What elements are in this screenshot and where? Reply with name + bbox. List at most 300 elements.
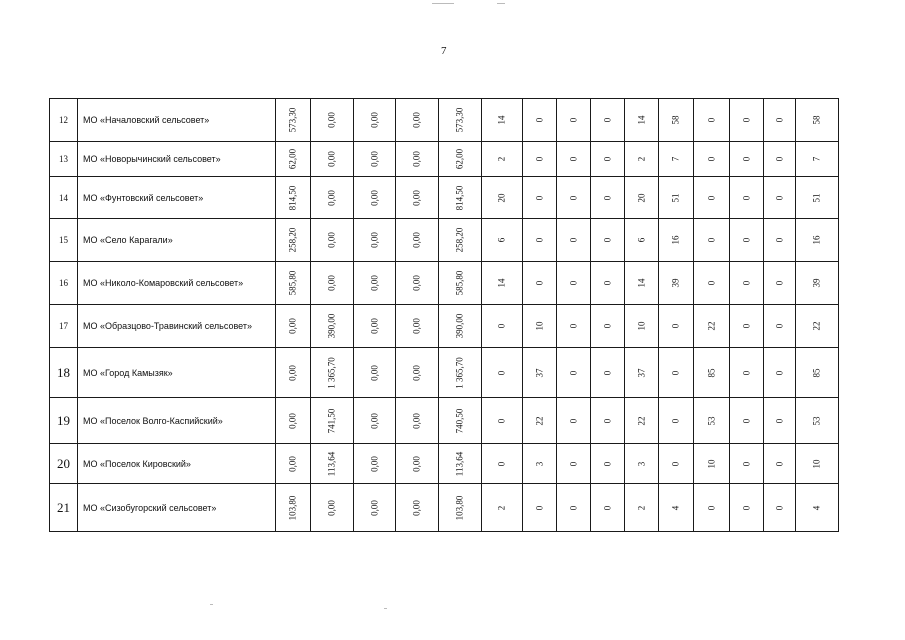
value-cell	[694, 262, 730, 305]
value-cell	[354, 177, 396, 219]
value-text: 0	[568, 237, 578, 243]
value-cell	[796, 99, 839, 142]
value-text: 39	[670, 278, 681, 288]
municipality-name: МО «Образцово-Травинский сельсовет»	[78, 305, 276, 348]
value-text: 0	[534, 505, 544, 510]
value-cell	[694, 444, 730, 484]
value-text: 0,00	[369, 499, 379, 516]
value-cell	[396, 348, 439, 398]
value-text: 0	[568, 461, 578, 466]
municipality-name: МО «Новорычинский сельсовет»	[78, 142, 276, 177]
row-number: 15	[50, 219, 78, 262]
value-cell	[523, 444, 557, 484]
value-text: 0	[706, 195, 716, 200]
value-cell	[764, 142, 796, 177]
value-cell	[764, 484, 796, 532]
row-number: 19	[50, 398, 78, 444]
municipality-name: МО «Началовский сельсовет»	[78, 99, 276, 142]
value-cell	[354, 444, 396, 484]
value-cell	[625, 177, 659, 219]
value-cell	[764, 348, 796, 398]
value-cell	[796, 348, 839, 398]
value-cell	[764, 398, 796, 444]
value-text: 0	[774, 195, 784, 200]
value-text: 0	[706, 117, 716, 123]
table-row	[50, 444, 839, 484]
value-cell	[523, 348, 557, 398]
value-text: 0	[741, 280, 751, 286]
value-cell	[764, 262, 796, 305]
value-cell	[796, 262, 839, 305]
value-cell	[625, 262, 659, 305]
value-text: 0	[741, 195, 751, 200]
row-number: 21	[50, 484, 78, 532]
value-text: 0	[568, 280, 578, 286]
value-text: 0,00	[326, 275, 337, 291]
value-text: 1 365,70	[326, 356, 337, 389]
value-cell	[591, 444, 625, 484]
value-cell	[439, 348, 482, 398]
value-cell	[557, 398, 591, 444]
value-cell	[311, 305, 354, 348]
value-text: 0	[602, 323, 612, 329]
value-text: 58	[811, 115, 822, 125]
value-cell	[591, 262, 625, 305]
value-cell	[730, 142, 764, 177]
value-text: 0	[774, 461, 784, 466]
value-text: 0	[496, 461, 507, 466]
value-text: 2	[496, 505, 507, 510]
value-text: 10	[811, 459, 822, 468]
value-text: 0,00	[326, 112, 337, 128]
value-cell	[482, 262, 523, 305]
value-text: 0	[602, 117, 612, 123]
value-cell	[523, 177, 557, 219]
value-cell	[796, 398, 839, 444]
value-text: 0,00	[369, 318, 379, 334]
table-row	[50, 305, 839, 348]
value-cell	[659, 398, 694, 444]
value-cell	[311, 219, 354, 262]
value-text: 1 365,70	[454, 356, 465, 389]
value-cell	[439, 484, 482, 532]
value-cell	[482, 484, 523, 532]
value-cell	[354, 99, 396, 142]
value-text: 390,00	[454, 313, 465, 339]
value-text: 0,00	[369, 112, 379, 128]
value-text: 20	[496, 193, 507, 202]
value-text: 814,50	[287, 185, 298, 210]
value-text: 6	[496, 237, 507, 243]
value-cell	[694, 484, 730, 532]
value-cell	[276, 262, 311, 305]
value-text: 258,20	[287, 227, 298, 253]
value-text: 573,30	[287, 107, 298, 133]
value-cell	[557, 484, 591, 532]
value-cell	[523, 99, 557, 142]
value-cell	[796, 444, 839, 484]
value-text: 7	[811, 156, 822, 162]
value-cell	[625, 305, 659, 348]
value-text: 3	[636, 461, 646, 466]
value-text: 51	[670, 193, 681, 202]
value-cell	[439, 177, 482, 219]
value-cell	[439, 262, 482, 305]
value-text: 0	[741, 237, 751, 243]
value-text: 14	[496, 115, 507, 125]
value-cell	[276, 444, 311, 484]
value-text: 0,00	[287, 455, 298, 472]
value-text: 0,00	[369, 189, 379, 206]
value-cell	[557, 348, 591, 398]
table-row	[50, 142, 839, 177]
value-text: 0	[534, 237, 544, 243]
value-text: 0	[534, 195, 544, 200]
value-text: 0,00	[326, 151, 337, 167]
value-cell	[764, 219, 796, 262]
value-cell	[557, 444, 591, 484]
value-cell	[591, 99, 625, 142]
value-text: 0,00	[326, 189, 337, 206]
value-text: 0,00	[369, 412, 379, 429]
value-cell	[591, 177, 625, 219]
value-cell	[557, 305, 591, 348]
value-text: 0	[706, 505, 716, 510]
value-cell	[625, 398, 659, 444]
row-number: 18	[50, 348, 78, 398]
value-text: 22	[636, 416, 646, 425]
value-text: 0	[774, 237, 784, 243]
value-text: 0,00	[411, 189, 422, 206]
value-text: 2	[496, 156, 507, 162]
value-text: 113,64	[454, 451, 465, 476]
value-text: 0	[602, 280, 612, 286]
value-text: 0,00	[287, 364, 298, 381]
value-text: 585,80	[454, 270, 465, 296]
value-cell	[482, 398, 523, 444]
value-text: 0	[568, 370, 578, 375]
value-cell	[396, 305, 439, 348]
municipality-name: МО «Сизобугорский сельсовет»	[78, 484, 276, 532]
value-cell	[730, 262, 764, 305]
value-text: 0,00	[326, 232, 337, 248]
value-cell	[659, 177, 694, 219]
value-cell	[311, 177, 354, 219]
value-cell	[276, 177, 311, 219]
value-cell	[625, 444, 659, 484]
value-text: 14	[636, 115, 646, 125]
value-cell	[311, 142, 354, 177]
value-cell	[694, 99, 730, 142]
value-text: 0,00	[411, 412, 422, 429]
value-cell	[354, 262, 396, 305]
value-cell	[591, 484, 625, 532]
value-cell	[482, 177, 523, 219]
value-text: 85	[811, 368, 822, 377]
value-cell	[276, 219, 311, 262]
value-text: 0	[602, 237, 612, 243]
page-number: 7	[441, 45, 447, 57]
value-text: 0	[774, 156, 784, 162]
value-text: 585,80	[287, 270, 298, 296]
value-text: 20	[636, 193, 646, 202]
value-cell	[557, 219, 591, 262]
table-row	[50, 484, 839, 532]
value-cell	[659, 444, 694, 484]
row-number: 16	[50, 262, 78, 305]
value-text: 103,80	[454, 495, 465, 520]
value-text: 0	[568, 195, 578, 200]
value-text: 62,00	[287, 148, 298, 170]
value-text: 0	[706, 280, 716, 286]
value-cell	[523, 262, 557, 305]
value-cell	[557, 99, 591, 142]
value-text: 814,50	[454, 185, 465, 210]
value-text: 0	[774, 323, 784, 329]
value-cell	[591, 398, 625, 444]
value-text: 0	[741, 370, 751, 375]
value-cell	[764, 444, 796, 484]
row-number: 12	[50, 99, 78, 142]
value-text: 390,00	[326, 313, 337, 339]
value-text: 10	[706, 459, 716, 468]
value-text: 0	[670, 461, 681, 466]
value-text: 0	[774, 505, 784, 510]
value-cell	[396, 177, 439, 219]
value-text: 0	[706, 156, 716, 162]
value-cell	[625, 348, 659, 398]
value-cell	[730, 444, 764, 484]
value-cell	[354, 305, 396, 348]
value-cell	[796, 142, 839, 177]
value-text: 53	[811, 416, 822, 425]
value-text: 14	[496, 278, 507, 288]
value-cell	[439, 99, 482, 142]
value-text: 39	[811, 278, 822, 288]
value-text: 2	[636, 505, 646, 510]
value-cell	[557, 177, 591, 219]
value-text: 7	[670, 156, 681, 162]
value-text: 0,00	[411, 112, 422, 128]
value-text: 0	[534, 156, 544, 162]
value-text: 0	[602, 370, 612, 375]
value-cell	[659, 484, 694, 532]
value-text: 2	[636, 156, 646, 162]
value-text: 0	[496, 370, 507, 375]
value-text: 0	[602, 156, 612, 162]
value-cell	[694, 142, 730, 177]
value-text: 0	[602, 461, 612, 466]
value-cell	[396, 444, 439, 484]
value-cell	[396, 99, 439, 142]
value-text: 51	[811, 193, 822, 202]
scan-speck	[210, 604, 213, 605]
value-text: 37	[636, 368, 646, 377]
value-cell	[311, 444, 354, 484]
value-cell	[311, 99, 354, 142]
value-text: 0	[602, 195, 612, 200]
value-text: 0	[568, 505, 578, 510]
municipal-data-table	[49, 98, 839, 532]
value-cell	[276, 398, 311, 444]
value-cell	[482, 219, 523, 262]
value-cell	[439, 398, 482, 444]
value-cell	[523, 305, 557, 348]
value-cell	[482, 305, 523, 348]
value-cell	[439, 444, 482, 484]
value-text: 10	[636, 321, 646, 331]
value-text: 0,00	[369, 364, 379, 381]
value-text: 16	[811, 235, 822, 245]
value-cell	[396, 398, 439, 444]
value-text: 58	[670, 115, 681, 125]
value-cell	[659, 348, 694, 398]
value-cell	[354, 398, 396, 444]
value-cell	[523, 398, 557, 444]
value-cell	[523, 219, 557, 262]
value-text: 0,00	[369, 151, 379, 167]
value-cell	[276, 484, 311, 532]
value-cell	[694, 348, 730, 398]
value-text: 3	[534, 461, 544, 466]
value-cell	[659, 99, 694, 142]
value-cell	[482, 99, 523, 142]
value-text: 113,64	[326, 451, 337, 476]
value-cell	[439, 142, 482, 177]
value-cell	[523, 484, 557, 532]
value-text: 37	[534, 368, 544, 377]
value-cell	[482, 348, 523, 398]
value-cell	[276, 142, 311, 177]
table-row	[50, 99, 839, 142]
value-text: 0,00	[411, 499, 422, 516]
table-row	[50, 398, 839, 444]
row-number: 20	[50, 444, 78, 484]
value-text: 0	[741, 418, 751, 423]
row-number: 17	[50, 305, 78, 348]
value-cell	[591, 142, 625, 177]
value-cell	[482, 444, 523, 484]
value-cell	[354, 348, 396, 398]
value-cell	[276, 348, 311, 398]
value-cell	[311, 484, 354, 532]
value-text: 0	[741, 117, 751, 123]
municipality-name: МО «Город Камызяк»	[78, 348, 276, 398]
value-cell	[796, 305, 839, 348]
value-cell	[764, 305, 796, 348]
value-text: 0	[496, 323, 507, 329]
value-text: 14	[636, 278, 646, 288]
value-cell	[730, 398, 764, 444]
value-cell	[396, 142, 439, 177]
value-text: 22	[534, 416, 544, 425]
value-cell	[730, 305, 764, 348]
value-text: 0,00	[287, 318, 298, 334]
municipality-name: МО «Поселок Волго-Каспийский»	[78, 398, 276, 444]
value-text: 4	[670, 505, 681, 510]
value-text: 0,00	[369, 275, 379, 291]
value-cell	[439, 305, 482, 348]
value-cell	[591, 348, 625, 398]
value-cell	[730, 484, 764, 532]
scan-speck	[497, 3, 505, 4]
value-cell	[311, 348, 354, 398]
value-cell	[396, 262, 439, 305]
value-text: 0	[774, 370, 784, 375]
value-cell	[625, 99, 659, 142]
value-text: 258,20	[454, 227, 465, 253]
value-cell	[311, 398, 354, 444]
value-text: 0,00	[411, 455, 422, 472]
value-cell	[659, 219, 694, 262]
value-text: 0	[774, 418, 784, 423]
value-cell	[276, 305, 311, 348]
value-text: 0	[496, 418, 507, 423]
municipality-name: МО «Село Карагали»	[78, 219, 276, 262]
table-row	[50, 177, 839, 219]
value-text: 0	[741, 156, 751, 162]
value-cell	[625, 142, 659, 177]
value-text: 0	[568, 418, 578, 423]
value-cell	[311, 262, 354, 305]
value-text: 22	[706, 321, 716, 331]
value-cell	[796, 177, 839, 219]
value-cell	[764, 177, 796, 219]
value-cell	[730, 348, 764, 398]
value-text: 0,00	[411, 275, 422, 291]
value-cell	[396, 219, 439, 262]
value-text: 0	[568, 117, 578, 123]
table-row	[50, 219, 839, 262]
value-text: 0,00	[411, 232, 422, 248]
scan-speck	[432, 3, 454, 4]
value-text: 0	[602, 418, 612, 423]
value-cell	[659, 305, 694, 348]
value-text: 0,00	[369, 455, 379, 472]
value-text: 0	[774, 117, 784, 123]
value-text: 0	[670, 418, 681, 423]
scan-speck	[384, 608, 387, 609]
value-cell	[276, 99, 311, 142]
value-cell	[439, 219, 482, 262]
value-text: 0	[602, 505, 612, 510]
value-cell	[625, 484, 659, 532]
value-cell	[694, 177, 730, 219]
value-cell	[730, 99, 764, 142]
value-cell	[730, 219, 764, 262]
value-cell	[694, 219, 730, 262]
value-text: 0,00	[411, 151, 422, 167]
value-cell	[659, 262, 694, 305]
value-cell	[591, 219, 625, 262]
value-text: 0,00	[411, 364, 422, 381]
value-cell	[764, 99, 796, 142]
value-text: 740,50	[454, 408, 465, 433]
value-text: 22	[811, 321, 822, 331]
value-text: 103,80	[287, 495, 298, 520]
value-cell	[523, 142, 557, 177]
table-row	[50, 348, 839, 398]
value-text: 0,00	[326, 499, 337, 516]
value-text: 6	[636, 237, 646, 243]
value-text: 10	[534, 321, 544, 331]
value-cell	[354, 142, 396, 177]
value-text: 0	[741, 461, 751, 466]
value-text: 16	[670, 235, 681, 245]
value-text: 0	[670, 323, 681, 329]
value-cell	[694, 305, 730, 348]
value-cell	[591, 305, 625, 348]
